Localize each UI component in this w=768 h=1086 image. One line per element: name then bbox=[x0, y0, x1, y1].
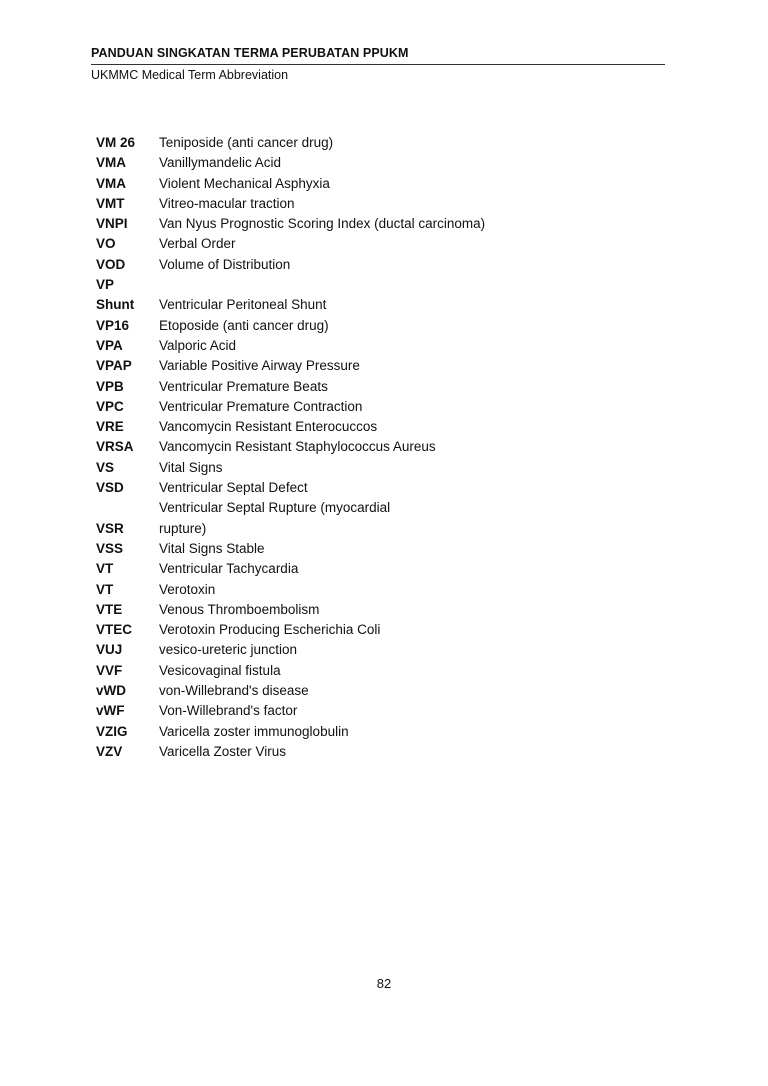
list-item bbox=[96, 153, 656, 173]
list-item bbox=[96, 275, 656, 295]
abbreviation: VMA bbox=[96, 155, 126, 171]
definition: Ventricular Septal Defect bbox=[159, 480, 308, 496]
list-item bbox=[96, 356, 656, 376]
definition: Vital Signs Stable bbox=[159, 540, 265, 556]
list-item bbox=[96, 661, 656, 681]
abbreviation: VTE bbox=[96, 601, 123, 617]
definition: Vancomycin Resistant Enterocuccos bbox=[159, 419, 378, 435]
definition: Valporic Acid bbox=[159, 337, 237, 353]
definition: Verbal Order bbox=[159, 236, 236, 252]
definition: Violent Mechanical Asphyxia bbox=[159, 175, 330, 191]
abbreviation: VPB bbox=[96, 378, 124, 394]
definition: vesico-ureteric junction bbox=[159, 642, 298, 658]
list-item bbox=[96, 234, 656, 254]
definition: Variable Positive Airway Pressure bbox=[159, 358, 360, 374]
definition bbox=[159, 275, 656, 295]
list-item bbox=[96, 336, 656, 356]
abbreviation: VPAP bbox=[96, 358, 132, 374]
definition: Varicella zoster immunoglobulin bbox=[159, 723, 349, 739]
list-item bbox=[96, 701, 656, 721]
definition: Vesicovaginal fistula bbox=[159, 662, 281, 678]
list-item bbox=[96, 681, 656, 701]
list-item bbox=[96, 437, 656, 457]
definition: Von-Willebrand's factor bbox=[159, 703, 298, 719]
list-item bbox=[96, 316, 656, 336]
abbreviation: VMT bbox=[96, 195, 125, 211]
abbreviation: VTEC bbox=[96, 622, 133, 638]
list-item bbox=[96, 600, 656, 620]
list-item bbox=[96, 295, 656, 315]
abbreviation: VP bbox=[96, 277, 115, 293]
list-item bbox=[96, 417, 656, 437]
list-item bbox=[96, 498, 656, 539]
definition: Vitreo-macular traction bbox=[159, 195, 295, 211]
abbreviation: VO bbox=[96, 236, 116, 252]
definition: Venous Thromboembolism bbox=[159, 601, 320, 617]
page-number: 82 bbox=[376, 976, 392, 991]
definition: Van Nyus Prognostic Scoring Index (ductal carcinoma) bbox=[159, 216, 486, 232]
list-item bbox=[96, 620, 656, 640]
list-item bbox=[96, 539, 656, 559]
definition: Ventricular Premature Beats bbox=[159, 378, 328, 394]
abbreviation: VT bbox=[96, 581, 114, 597]
abbreviation: VPC bbox=[96, 398, 124, 414]
definition: Etoposide (anti cancer drug) bbox=[159, 317, 329, 333]
definition: Verotoxin Producing Escherichia Coli bbox=[159, 622, 381, 638]
abbreviation: VNPI bbox=[96, 216, 128, 232]
abbreviation: VPA bbox=[96, 337, 123, 353]
abbreviation: VZV bbox=[96, 743, 123, 759]
list-item bbox=[96, 377, 656, 397]
list-item bbox=[96, 194, 656, 214]
header-divider bbox=[91, 64, 665, 65]
definition: Vancomycin Resistant Staphylococcus Aureus bbox=[159, 439, 436, 455]
abbreviation: VM 26 bbox=[96, 135, 136, 150]
abbreviation: VSS bbox=[96, 540, 124, 556]
definition: Ventricular Premature Contraction bbox=[159, 398, 363, 414]
abbreviation: VOD bbox=[96, 256, 126, 272]
list-item bbox=[96, 255, 656, 275]
list-item bbox=[96, 478, 656, 498]
abbreviation: vWD bbox=[96, 683, 126, 699]
definition: von-Willebrand's disease bbox=[159, 683, 309, 699]
definition: Verotoxin bbox=[159, 581, 216, 597]
document-title: PANDUAN SINGKATAN TERMA PERUBATAN PPUKM bbox=[91, 46, 409, 60]
list-item bbox=[96, 458, 656, 478]
abbreviation-list bbox=[96, 133, 656, 762]
list-item bbox=[96, 640, 656, 660]
abbreviation: Shunt bbox=[96, 297, 135, 313]
abbreviation: VRE bbox=[96, 419, 124, 435]
definition: Vital Signs bbox=[159, 459, 223, 475]
list-item bbox=[96, 174, 656, 194]
list-item bbox=[96, 214, 656, 234]
definition: Ventricular Septal Rupture (myocardial rupture) bbox=[159, 500, 391, 536]
abbreviation: VSR bbox=[96, 520, 124, 536]
definition: Ventricular Tachycardia bbox=[159, 561, 299, 577]
definition: Volume of Distribution bbox=[159, 256, 291, 272]
definition: Ventricular Peritoneal Shunt bbox=[159, 297, 327, 313]
list-item bbox=[96, 133, 656, 153]
abbreviation: VT bbox=[96, 561, 114, 577]
list-item bbox=[96, 742, 656, 762]
abbreviation: VSD bbox=[96, 480, 124, 496]
abbreviation: VRSA bbox=[96, 439, 134, 455]
list-item bbox=[96, 580, 656, 600]
list-item bbox=[96, 559, 656, 579]
abbreviation: VZIG bbox=[96, 723, 128, 739]
abbreviation: VS bbox=[96, 459, 115, 475]
abbreviation: vWF bbox=[96, 703, 125, 719]
abbreviation: VUJ bbox=[96, 642, 123, 658]
definition: Varicella Zoster Virus bbox=[159, 743, 287, 759]
definition: Vanillymandelic Acid bbox=[159, 155, 282, 171]
abbreviation: VVF bbox=[96, 662, 123, 678]
abbreviation: VP16 bbox=[96, 317, 130, 333]
list-item bbox=[96, 397, 656, 417]
document-subtitle: UKMMC Medical Term Abbreviation bbox=[91, 68, 289, 82]
definition: Teniposide (anti cancer drug) bbox=[159, 135, 334, 150]
list-item bbox=[96, 722, 656, 742]
abbreviation: VMA bbox=[96, 175, 126, 191]
